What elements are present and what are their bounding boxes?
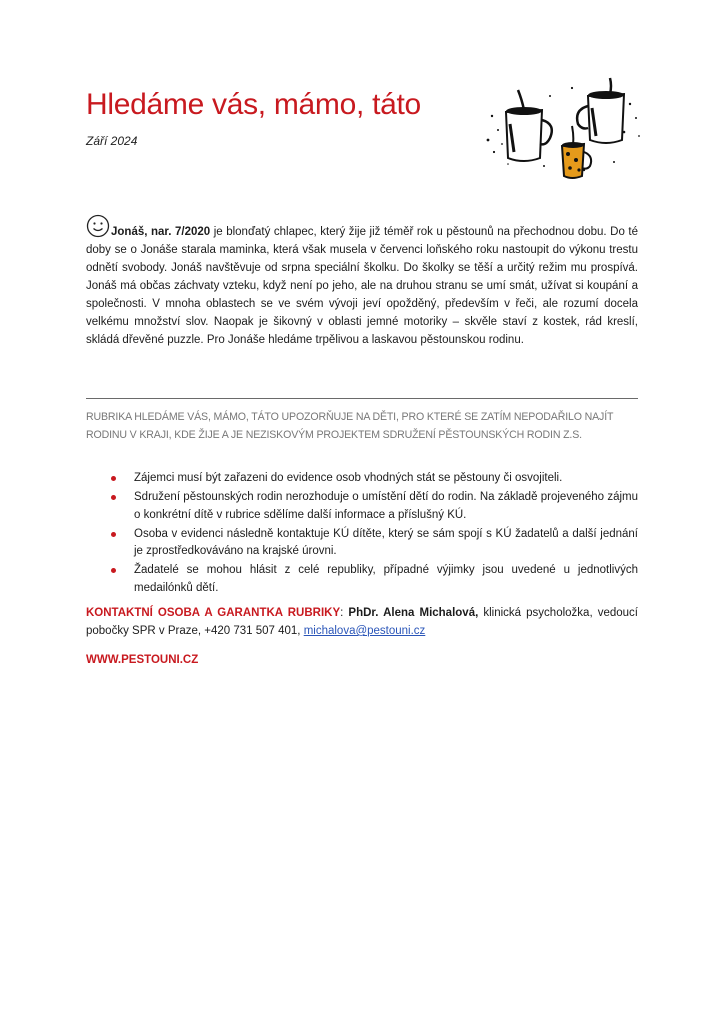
website-link[interactable]: WWW.PESTOUNI.CZ: [86, 654, 199, 666]
section-divider: [86, 398, 638, 399]
smiley-face-icon: [86, 214, 110, 238]
bullet-icon: [111, 495, 116, 500]
page-title: Hledáme vás, mámo, táto: [86, 88, 421, 121]
list-item: [104, 562, 638, 597]
conditions-list: [104, 470, 638, 599]
list-item: [104, 470, 638, 488]
contact-label: KONTAKTNÍ OSOBA A GARANTKA RUBRIKY: [86, 607, 341, 619]
contact-separator: :: [340, 607, 349, 619]
issue-date: Září 2024: [86, 134, 138, 148]
child-description: je blonďatý chlapec, který žije již téměř rok u pěstounů na přechodnou dobu. Do té doby se o Jonáše starala maminka, která však musela v červenci loňského roku nastoupit do výkonu trestu odnětí svobody. Jonáš navštěvuje od srpna speciální školku. Do školky se těší a určitý režim mu prospívá. Jonáš má občas záchvaty vzteku, když není po jeho, ale na druhou stranu se umí smát, užívat si koupání a společnosti. V mnoha oblastech se ve svém vývoji jeví opožděný, především v řeči, ale rozumí docela velkému množství slov. Naopak je šikovný v oblasti jemné motoriky – skvěle staví z kostek, rád kreslí, skládá dřevěné puzzle. Pro Jonáše hledáme trpělivou a laskavou pěstounskou rodinu.: [86, 226, 639, 346]
list-item-text: Žadatelé se mohou hlásit z celé republiky, případné výjimky jsou uvedené u jednotlivých medailónků dětí.: [134, 564, 638, 594]
list-item: [104, 489, 638, 524]
list-item-text: Sdružení pěstounských rodin nerozhoduje o umístění dětí do rodin. Na základě projeveného zájmu o konkrétní dítě v rubrice sdělíme další informace a příslušný KÚ.: [134, 491, 638, 521]
list-item-text: Zájemci musí být zařazeni do evidence osob vhodných stát se pěstouny či osvojiteli.: [134, 472, 563, 484]
contact-name: PhDr. Alena Michalová,: [348, 607, 479, 619]
coffee-cups-illustration: [484, 74, 644, 184]
contact-details: klinická psycholožka, vedoucí pobočky SPR v Praze, +420 731 507 401,: [86, 607, 638, 637]
child-name: Jonáš, nar. 7/2020: [111, 226, 211, 238]
list-item: [104, 526, 638, 561]
bullet-icon: [111, 476, 116, 481]
child-profile: [86, 214, 638, 349]
bullet-icon: [111, 568, 116, 573]
contact-email-link[interactable]: michalova@pestouni.cz: [303, 625, 426, 637]
list-item-text: Osoba v evidenci následně kontaktuje KÚ dítěte, který se sám spojí s KÚ žadatelů a další jednání je zprostředkováváno na krajské úrovni.: [134, 527, 638, 557]
bullet-icon: [111, 532, 116, 537]
contact-block: [86, 604, 638, 640]
rubric-notice: RUBRIKA HLEDÁME VÁS, MÁMO, TÁTO UPOZORŇUJE NA DĚTI, PRO KTERÉ SE ZATÍM NEPODAŘILO NAJÍT RODINU V KRAJI, KDE ŽIJE A JE NEZISKOVÝM PROJEKTEM SDRUŽENÍ PĚSTOUNSKÝCH RODIN Z.S.: [86, 411, 614, 441]
